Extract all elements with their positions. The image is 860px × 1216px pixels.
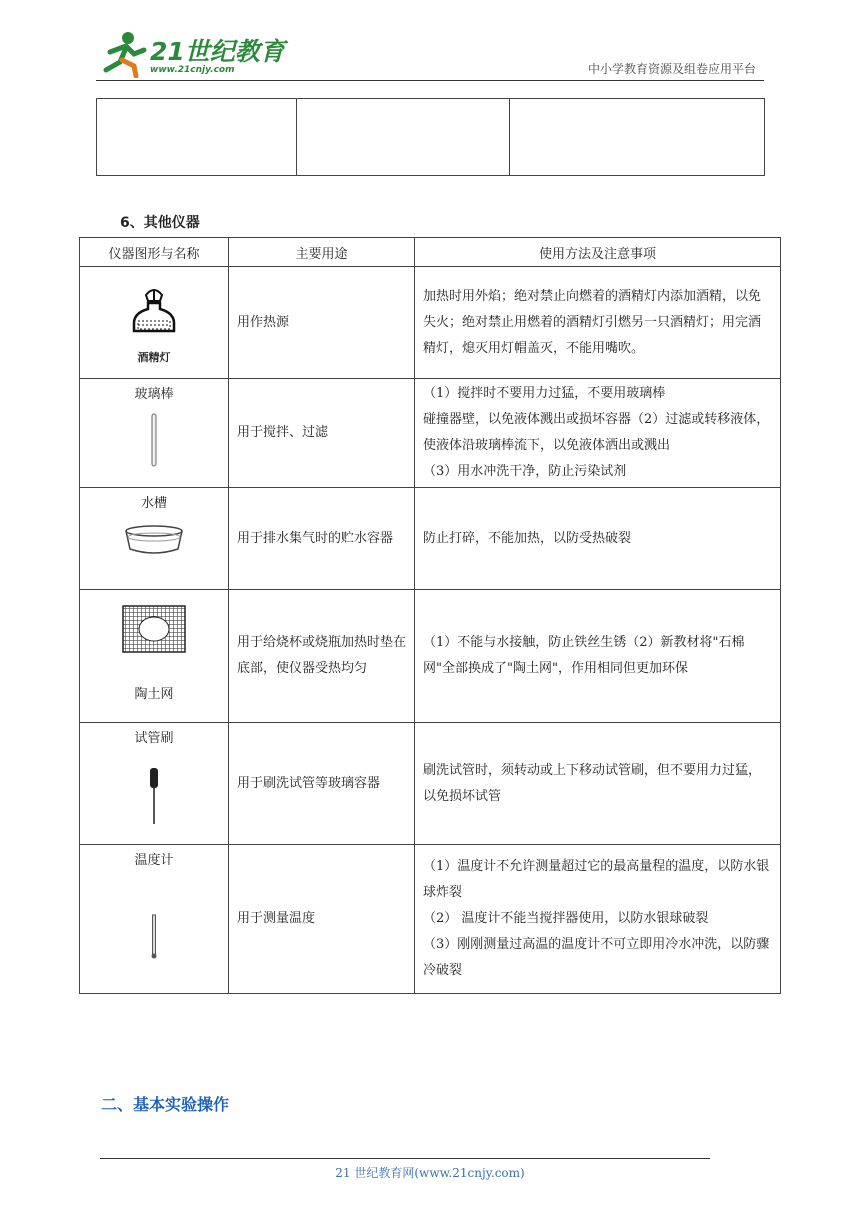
- instrument-table: [79, 237, 781, 994]
- site-tagline: 中小学教育资源及组卷应用平台: [587, 62, 756, 76]
- instrument-name: 陶土网: [134, 687, 174, 702]
- table-row: [80, 723, 781, 845]
- ceramic-gauze-icon: [121, 604, 187, 654]
- footer-text: 21 世纪教育网(www.21cnjy.com): [335, 1166, 525, 1180]
- use-cell: 用作热源: [229, 267, 415, 379]
- notes-cell: [415, 845, 781, 994]
- instrument-cell: [80, 845, 229, 994]
- table-row: [80, 590, 781, 723]
- use-cell: 用于给烧杯或烧瓶加热时垫在底部，使仪器受热均匀: [229, 590, 415, 723]
- column-header: 主要用途: [229, 238, 415, 267]
- instrument-name: 玻璃棒: [134, 387, 174, 402]
- note-line: （1）温度计不允许测量超过它的最高量程的温度，以防水银球炸裂: [423, 859, 770, 900]
- note-line: 防止打碎，不能加热，以防受热破裂: [423, 530, 632, 546]
- notes-cell: [415, 379, 781, 488]
- notes-cell: [415, 267, 781, 379]
- glass-rod-icon: [149, 412, 159, 468]
- instrument-cell: [80, 488, 229, 590]
- use-cell: 用于刷洗试管等玻璃容器: [229, 723, 415, 845]
- water-trough-icon: [122, 523, 186, 557]
- instrument-cell: [80, 267, 229, 379]
- instrument-name: 试管刷: [134, 731, 174, 746]
- empty-cell: [97, 99, 297, 176]
- continued-table: [96, 98, 765, 176]
- logo-url: www.21cnjy.com: [150, 65, 235, 75]
- section-heading-6: 6、其他仪器: [120, 215, 200, 231]
- empty-cell: [297, 99, 510, 176]
- note-line: （1）不能与水接触，防止铁丝生锈（2）新教材将"石棉网"全部换成了"陶土网"，作用相同但更加环保: [423, 635, 745, 676]
- section-heading-2: 二、基本实验操作: [101, 1095, 230, 1114]
- note-line: （3）用水冲洗干净，防止污染试剂: [423, 464, 627, 479]
- logo-text: 21世纪教育: [150, 37, 285, 66]
- notes-cell: [415, 590, 781, 723]
- table-row: [80, 845, 781, 994]
- instrument-cell: [80, 723, 229, 845]
- note-line: 加热时用外焰；绝对禁止向燃着的酒精灯内添加酒精，以免失火；绝对禁止用燃着的酒精灯引燃另一只酒精灯；用完酒精灯，熄灭用灯帽盖灭，不能用嘴吹。: [423, 288, 762, 356]
- runner-logo-icon: [96, 30, 152, 78]
- instrument-name: 酒精灯: [137, 350, 171, 364]
- instrument-cell: [80, 379, 229, 488]
- column-header: 仪器图形与名称: [80, 238, 229, 267]
- alcohol-lamp-icon: [124, 281, 184, 341]
- note-line: 碰撞器壁，以免液体溅出或损坏容器（2）过滤或转移液体，使液体沿玻璃棒流下，以免液体洒出或溅出: [423, 412, 770, 453]
- table-row: [80, 488, 781, 590]
- notes-cell: [415, 488, 781, 590]
- table-header-row: [80, 238, 781, 267]
- column-header: 使用方法及注意事项: [415, 238, 781, 267]
- instrument-name: 温度计: [134, 853, 174, 868]
- use-cell: 用于测量温度: [229, 845, 415, 994]
- table-row: [80, 267, 781, 379]
- test-tube-brush-icon: [147, 766, 161, 826]
- instrument-cell: [80, 590, 229, 723]
- empty-cell: [510, 99, 765, 176]
- header-divider: [96, 80, 764, 81]
- table-row: [80, 379, 781, 488]
- notes-cell: [415, 723, 781, 845]
- thermometer-icon: [149, 914, 159, 960]
- note-line: （2） 温度计不能当搅拌器使用，以防水银球破裂: [423, 911, 709, 926]
- use-cell: 用于排水集气时的贮水容器: [229, 488, 415, 590]
- note-line: （3）刚刚测量过高温的温度计不可立即用冷水冲洗，以防骤冷破裂: [423, 937, 770, 978]
- use-cell: 用于搅拌、过滤: [229, 379, 415, 488]
- note-line: （1）搅拌时不要用力过猛，不要用玻璃棒: [423, 386, 666, 401]
- note-line: 刷洗试管时，须转动或上下移动试管刷，但不要用力过猛，以免损坏试管: [423, 762, 762, 804]
- footer-divider: [100, 1158, 710, 1159]
- instrument-name: 水槽: [140, 496, 167, 511]
